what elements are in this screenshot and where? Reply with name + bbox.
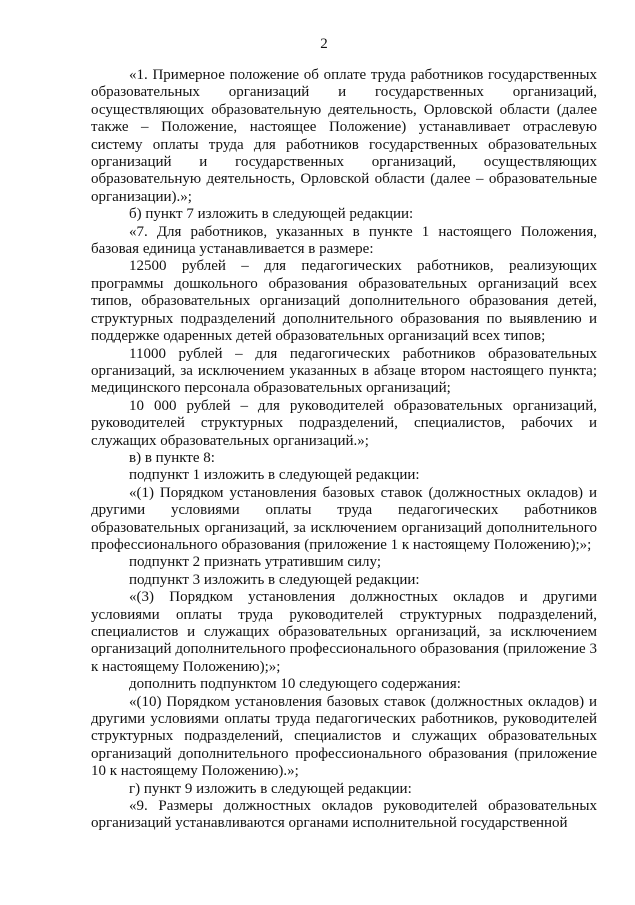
paragraph-clause-9: «9. Размеры должностных окладов руководителей образовательных организаций устанавливаются органами исполнительной государственной bbox=[91, 798, 597, 832]
paragraph-rate-11000: 11000 рублей – для педагогических работников образовательных организаций, за исключением указанных в абзаце втором настоящего пункта; медицинского персонала образовательных организаций; bbox=[91, 345, 597, 397]
paragraph-subclause-1-intro: подпункт 1 изложить в следующей редакции: bbox=[129, 467, 420, 484]
paragraph-subclause-3: «(3) Порядком установления должностных окладов и другими условиями оплаты труда руководителей структурных подразделений, специалистов и служащих образовательных организаций, за исключением организаций дополнительного профессионального образования (приложение 3 к настоящему Положению);»; bbox=[91, 589, 597, 675]
paragraph-subclause-1: «(1) Порядком установления базовых ставок (должностных окладов) и другими условиями оплаты труда педагогических работников образовательных организаций, за исключением организаций дополнительного профессионального образования (приложение 1 к настоящему Положению);»; bbox=[91, 484, 597, 553]
page-number: 2 bbox=[320, 36, 328, 52]
paragraph-clause-1: «1. Примерное положение об оплате труда работников государственных образовательных организаций и государственных организаций, осуществляющих образовательную деятельность, Орловской области (далее также – Положение, настоящее Положение) устанавливает отраслевую систему оплаты труда для работников государственных образовательных организаций и государственных организаций, осуществляющих образовательную деятельность, Орловской области (далее – образовательные организации).»; bbox=[91, 67, 597, 205]
paragraph-clause-7: «7. Для работников, указанных в пункте 1 настоящего Положения, базовая единица устанавливается в размере: bbox=[91, 223, 597, 258]
paragraph-subclause-2: подпункт 2 признать утратившим силу; bbox=[129, 554, 381, 571]
paragraph-rate-12500: 12500 рублей – для педагогических работников, реализующих программы дошкольного образования образовательных организаций всех типов, образовательных организаций дополнительного образования детей, структурных подразделений дополнительного образования по выявлению и поддержке одаренных детей образовательных организаций всех типов; bbox=[91, 258, 597, 345]
paragraph-subclause-10-intro: дополнить подпунктом 10 следующего содержания: bbox=[129, 676, 461, 693]
paragraph-item-v: в) в пункте 8: bbox=[129, 449, 215, 466]
paragraph-item-b: б) пункт 7 изложить в следующей редакции: bbox=[129, 206, 414, 223]
paragraph-subclause-3-intro: подпункт 3 изложить в следующей редакции: bbox=[129, 571, 420, 588]
paragraph-rate-10000: 10 000 рублей – для руководителей образовательных организаций, руководителей структурных подразделений, специалистов, рабочих и служащих образовательных организаций.»; bbox=[91, 397, 597, 449]
paragraph-subclause-10: «(10) Порядком установления базовых ставок (должностных окладов) и другими условиями оплаты труда педагогических работников, руководителей структурных подразделений, специалистов и служащих образовательных организаций дополнительного профессионального образования (приложение 10 к настоящему Положению).»; bbox=[91, 693, 597, 780]
paragraph-item-g: г) пункт 9 изложить в следующей редакции: bbox=[129, 780, 412, 797]
